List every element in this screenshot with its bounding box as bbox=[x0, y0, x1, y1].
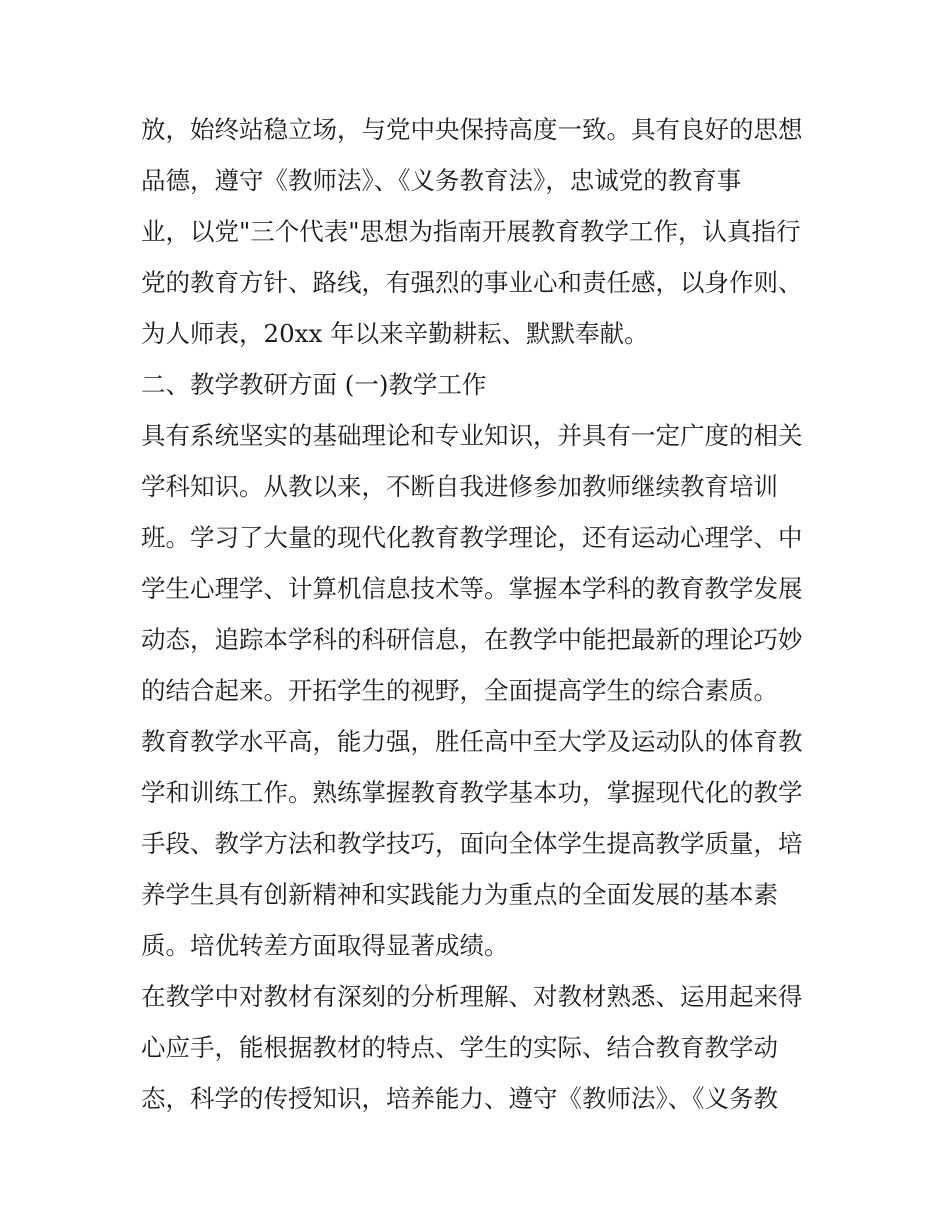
text-line: 质。培优转差方面取得显著成绩。 bbox=[141, 931, 509, 960]
text-line: 的结合起来。开拓学生的视野，全面提高学生的综合素质。 bbox=[141, 676, 778, 705]
text-line: 学科知识。从教以来，不断自我进修参加教师继续教育培训 bbox=[141, 472, 778, 501]
text-line: 品德，遵守《教师法》、《义务教育法》，忠诚党的教育事 bbox=[141, 166, 742, 195]
body-text bbox=[141, 104, 821, 1124]
text-line: 心应手，能根据教材的特点、学生的实际、结合教育教学动 bbox=[141, 1033, 778, 1062]
text-line: 班。学习了大量的现代化教育教学理论，还有运动心理学、中 bbox=[141, 523, 803, 552]
text-line: 养学生具有创新精神和实践能力为重点的全面发展的基本素 bbox=[141, 880, 778, 909]
text-line: 具有系统坚实的基础理论和专业知识，并具有一定广度的相关 bbox=[141, 421, 803, 450]
text-line: 态，科学的传授知识，培养能力、遵守《教师法》、《义务教 bbox=[141, 1084, 778, 1113]
text-line: 学和训练工作。熟练掌握教育教学基本功，掌握现代化的教学 bbox=[141, 778, 803, 807]
text-line: 手段、教学方法和教学技巧，面向全体学生提高教学质量，培 bbox=[141, 829, 803, 858]
section-heading: 二、教学教研方面 (一)教学工作 bbox=[141, 370, 487, 399]
text-line: 在教学中对教材有深刻的分析理解、对教材熟悉、运用起来得 bbox=[141, 982, 803, 1011]
text-line: 为人师表，20xx 年以来辛勤耕耘、默默奉献。 bbox=[141, 319, 649, 348]
text-line: 教育教学水平高，能力强，胜任高中至大学及运动队的体育教 bbox=[141, 727, 803, 756]
text-line: 动态，追踪本学科的科研信息，在教学中能把最新的理论巧妙 bbox=[141, 625, 803, 654]
text-line: 学生心理学、计算机信息技术等。掌握本学科的教育教学发展 bbox=[141, 574, 803, 603]
text-line: 业，以党"三个代表"思想为指南开展教育教学工作，认真指行 bbox=[141, 217, 801, 246]
text-line: 党的教育方针、路线，有强烈的事业心和责任感，以身作则、 bbox=[141, 268, 803, 297]
text-line: 放，始终站稳立场，与党中央保持高度一致。具有良好的思想 bbox=[141, 115, 803, 144]
